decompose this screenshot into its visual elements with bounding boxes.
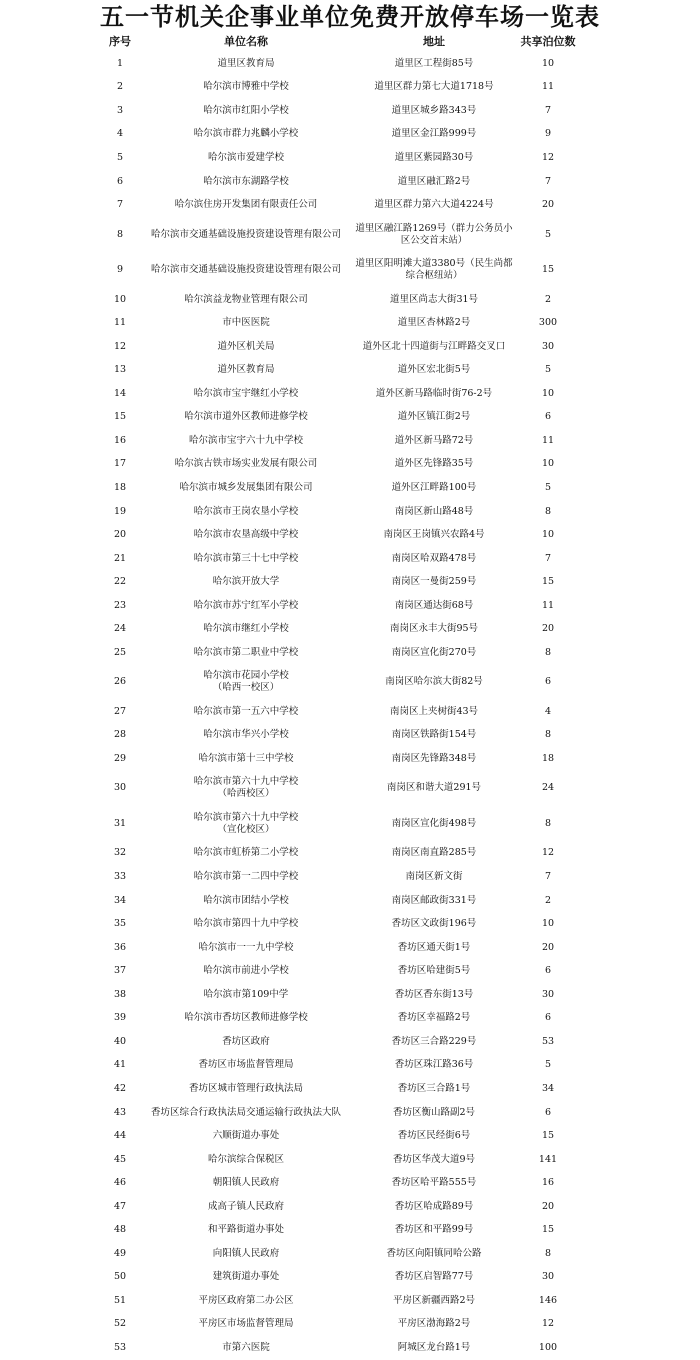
row-index: 3 bbox=[116, 104, 124, 116]
row-index: 35 bbox=[113, 918, 127, 930]
row-index: 5 bbox=[116, 151, 124, 163]
row-index: 39 bbox=[113, 1012, 127, 1024]
table-row bbox=[0, 382, 700, 406]
row-unit-name: 哈尔滨市第一五六中学校 bbox=[193, 705, 299, 717]
row-spaces: 15 bbox=[541, 576, 555, 588]
table-row bbox=[0, 617, 700, 641]
row-address: 南岗区先锋路348号 bbox=[391, 752, 477, 764]
row-unit-name: 哈尔滨市一一九中学校 bbox=[198, 941, 294, 953]
row-index: 18 bbox=[113, 481, 127, 493]
row-spaces: 5 bbox=[544, 1059, 552, 1071]
row-spaces: 8 bbox=[544, 505, 552, 517]
row-index: 11 bbox=[113, 317, 127, 329]
row-address: 道里区群力第七大道1718号 bbox=[374, 81, 494, 93]
row-unit-name: 哈尔滨开放大学 bbox=[212, 576, 280, 588]
table-row bbox=[0, 288, 700, 312]
row-index: 49 bbox=[113, 1247, 127, 1259]
row-index: 38 bbox=[113, 988, 127, 1000]
row-unit-name: 和平路街道办事处 bbox=[207, 1224, 284, 1236]
table-row bbox=[0, 1218, 700, 1242]
table-row bbox=[0, 1077, 700, 1101]
table-row bbox=[0, 747, 700, 771]
table-row bbox=[0, 1007, 700, 1031]
row-unit-name: 哈尔滨益龙物业管理有限公司 bbox=[184, 293, 308, 305]
table-row bbox=[0, 453, 700, 477]
row-index: 44 bbox=[113, 1130, 127, 1142]
row-unit-name: 哈尔滨市爱建学校 bbox=[207, 151, 284, 163]
row-index: 21 bbox=[113, 552, 127, 564]
table-row bbox=[0, 842, 700, 866]
row-address: 香坊区和平路99号 bbox=[394, 1224, 474, 1236]
row-spaces: 10 bbox=[541, 458, 555, 470]
row-unit-name: 哈尔滨市宝宇继红小学校 bbox=[193, 387, 299, 399]
row-unit-name: 道外区机关局 bbox=[217, 340, 275, 352]
table-row bbox=[0, 724, 700, 748]
table-row bbox=[0, 1030, 700, 1054]
row-index: 12 bbox=[113, 340, 127, 352]
table-row bbox=[0, 1054, 700, 1078]
row-index: 8 bbox=[116, 228, 124, 240]
table-row bbox=[0, 547, 700, 571]
table-row bbox=[0, 76, 700, 100]
table-row bbox=[0, 665, 700, 701]
row-unit-name: 哈尔滨市第六十九中学校 （哈西校区） bbox=[193, 776, 299, 800]
row-unit-name: 哈尔滨市虹桥第二小学校 bbox=[193, 847, 299, 859]
row-spaces: 146 bbox=[538, 1294, 558, 1306]
row-spaces: 5 bbox=[544, 364, 552, 376]
row-index: 10 bbox=[113, 293, 127, 305]
table-row bbox=[0, 1124, 700, 1148]
row-index: 24 bbox=[113, 623, 127, 635]
row-unit-name: 哈尔滨市群力兆麟小学校 bbox=[193, 128, 299, 140]
row-spaces: 16 bbox=[541, 1177, 555, 1189]
row-address: 道里区紫园路30号 bbox=[394, 151, 474, 163]
row-address: 道里区工程街85号 bbox=[394, 57, 474, 69]
table-row bbox=[0, 406, 700, 430]
row-index: 32 bbox=[113, 847, 127, 859]
table-row bbox=[0, 983, 700, 1007]
row-address: 南岗区哈双路478号 bbox=[391, 552, 477, 564]
header-address: 地址 bbox=[423, 35, 445, 48]
table-row bbox=[0, 252, 700, 288]
table-row bbox=[0, 52, 700, 76]
row-spaces: 10 bbox=[541, 918, 555, 930]
row-index: 20 bbox=[113, 529, 127, 541]
row-address: 香坊区香东街13号 bbox=[394, 988, 474, 1000]
row-spaces: 8 bbox=[544, 729, 552, 741]
table-row bbox=[0, 594, 700, 618]
row-spaces: 8 bbox=[544, 817, 552, 829]
row-index: 33 bbox=[113, 871, 127, 883]
row-unit-name: 成高子镇人民政府 bbox=[207, 1200, 284, 1212]
row-index: 37 bbox=[113, 965, 127, 977]
table-row bbox=[0, 959, 700, 983]
row-unit-name: 道里区教育局 bbox=[217, 57, 275, 69]
row-index: 19 bbox=[113, 505, 127, 517]
table-row bbox=[0, 1313, 700, 1337]
row-address: 香坊区文政街196号 bbox=[391, 918, 477, 930]
row-unit-name: 建筑街道办事处 bbox=[212, 1271, 280, 1283]
row-index: 42 bbox=[113, 1082, 127, 1094]
row-spaces: 20 bbox=[541, 941, 555, 953]
row-index: 27 bbox=[113, 705, 127, 717]
row-unit-name: 哈尔滨古铁市场实业发展有限公司 bbox=[174, 458, 318, 470]
table-row bbox=[0, 641, 700, 665]
table-row bbox=[0, 500, 700, 524]
row-address: 香坊区通天街1号 bbox=[397, 941, 471, 953]
row-unit-name: 朝阳镇人民政府 bbox=[212, 1177, 280, 1189]
row-spaces: 30 bbox=[541, 340, 555, 352]
row-spaces: 11 bbox=[541, 81, 555, 93]
table-row bbox=[0, 99, 700, 123]
row-address: 道里区阳明滩大道3380号（民生尚都 综合枢纽站） bbox=[355, 258, 513, 282]
row-index: 40 bbox=[113, 1035, 127, 1047]
row-address: 道外区新马路临时街76-2号 bbox=[375, 387, 493, 399]
row-unit-name: 哈尔滨市王岗农垦小学校 bbox=[193, 505, 299, 517]
row-address: 南岗区宣化街498号 bbox=[391, 817, 477, 829]
row-spaces: 300 bbox=[538, 317, 558, 329]
row-spaces: 7 bbox=[544, 175, 552, 187]
row-unit-name: 哈尔滨市博雅中学校 bbox=[203, 81, 289, 93]
row-address: 香坊区幸福路2号 bbox=[397, 1012, 471, 1024]
row-index: 7 bbox=[116, 199, 124, 211]
row-spaces: 11 bbox=[541, 434, 555, 446]
row-address: 南岗区新山路48号 bbox=[394, 505, 474, 517]
row-spaces: 4 bbox=[544, 705, 552, 717]
row-address: 香坊区衡山路副2号 bbox=[392, 1106, 476, 1118]
row-address: 南岗区一曼街259号 bbox=[391, 576, 477, 588]
row-index: 51 bbox=[113, 1294, 127, 1306]
table-row bbox=[0, 311, 700, 335]
table-row bbox=[0, 1336, 700, 1360]
row-unit-name: 哈尔滨市红阳小学校 bbox=[203, 104, 289, 116]
table-row bbox=[0, 1148, 700, 1172]
row-address: 香坊区哈平路555号 bbox=[391, 1177, 477, 1189]
row-index: 30 bbox=[113, 782, 127, 794]
row-address: 南岗区新文街 bbox=[405, 871, 463, 883]
row-unit-name: 哈尔滨市花园小学校 （哈西一校区） bbox=[203, 670, 289, 694]
row-index: 34 bbox=[113, 894, 127, 906]
row-spaces: 7 bbox=[544, 552, 552, 564]
row-unit-name: 哈尔滨市交通基础设施投资建设管理有限公司 bbox=[150, 264, 341, 276]
row-address: 道外区北十四道街与江畔路交叉口 bbox=[362, 340, 506, 352]
table-row bbox=[0, 912, 700, 936]
row-unit-name: 哈尔滨市第109中学 bbox=[203, 988, 289, 1000]
row-spaces: 15 bbox=[541, 1224, 555, 1236]
row-spaces: 15 bbox=[541, 264, 555, 276]
row-unit-name: 哈尔滨市农垦高级中学校 bbox=[193, 529, 299, 541]
row-spaces: 2 bbox=[544, 293, 552, 305]
table-row bbox=[0, 865, 700, 889]
table-row bbox=[0, 476, 700, 500]
table-row bbox=[0, 1266, 700, 1290]
header-spaces: 共享泊位数 bbox=[520, 35, 576, 48]
row-address: 南岗区哈尔滨大街82号 bbox=[385, 676, 483, 688]
row-index: 53 bbox=[113, 1341, 127, 1353]
row-spaces: 18 bbox=[541, 752, 555, 764]
row-spaces: 5 bbox=[544, 481, 552, 493]
table-row bbox=[0, 889, 700, 913]
header-name: 单位名称 bbox=[224, 35, 268, 48]
row-spaces: 10 bbox=[541, 387, 555, 399]
table-header bbox=[0, 33, 700, 51]
row-spaces: 8 bbox=[544, 1247, 552, 1259]
row-address: 道外区镇江街2号 bbox=[397, 411, 471, 423]
row-address: 香坊区三合路1号 bbox=[397, 1082, 471, 1094]
row-index: 1 bbox=[116, 57, 124, 69]
row-index: 47 bbox=[113, 1200, 127, 1212]
page-title: 五一节机关企事业单位免费开放停车场一览表 bbox=[100, 3, 600, 31]
row-address: 道里区杏林路2号 bbox=[397, 317, 471, 329]
table-row bbox=[0, 193, 700, 217]
row-spaces: 7 bbox=[544, 871, 552, 883]
row-index: 6 bbox=[116, 175, 124, 187]
row-address: 道外区江畔路100号 bbox=[391, 481, 477, 493]
row-index: 46 bbox=[113, 1177, 127, 1189]
row-index: 28 bbox=[113, 729, 127, 741]
row-index: 25 bbox=[113, 646, 127, 658]
row-address: 道外区新马路72号 bbox=[394, 434, 474, 446]
row-unit-name: 哈尔滨市香坊区教师进修学校 bbox=[184, 1012, 308, 1024]
row-unit-name: 哈尔滨市继红小学校 bbox=[203, 623, 289, 635]
row-index: 17 bbox=[113, 458, 127, 470]
row-index: 9 bbox=[116, 264, 124, 276]
row-unit-name: 六顺街道办事处 bbox=[212, 1130, 280, 1142]
row-address: 南岗区王岗镇兴农路4号 bbox=[383, 529, 485, 541]
row-index: 13 bbox=[113, 364, 127, 376]
table-row bbox=[0, 123, 700, 147]
row-unit-name: 哈尔滨市城乡发展集团有限公司 bbox=[179, 481, 313, 493]
row-spaces: 30 bbox=[541, 1271, 555, 1283]
row-spaces: 24 bbox=[541, 782, 555, 794]
row-spaces: 2 bbox=[544, 894, 552, 906]
table-row bbox=[0, 570, 700, 594]
table-row bbox=[0, 335, 700, 359]
table-row bbox=[0, 771, 700, 807]
row-address: 南岗区邮政街331号 bbox=[391, 894, 477, 906]
row-index: 43 bbox=[113, 1106, 127, 1118]
row-unit-name: 哈尔滨市第二职业中学校 bbox=[193, 646, 299, 658]
row-address: 道里区群力第六大道4224号 bbox=[374, 199, 494, 211]
table-row bbox=[0, 217, 700, 253]
row-unit-name: 哈尔滨市前进小学校 bbox=[203, 965, 289, 977]
row-unit-name: 哈尔滨市东湖路学校 bbox=[203, 175, 289, 187]
row-unit-name: 市第六医院 bbox=[222, 1341, 270, 1353]
table-row bbox=[0, 936, 700, 960]
row-address: 香坊区哈建街5号 bbox=[397, 965, 471, 977]
row-spaces: 53 bbox=[541, 1035, 555, 1047]
row-unit-name: 香坊区市场监督管理局 bbox=[198, 1059, 294, 1071]
row-spaces: 12 bbox=[541, 1318, 555, 1330]
row-spaces: 5 bbox=[544, 228, 552, 240]
row-address: 道里区尚志大街31号 bbox=[389, 293, 479, 305]
row-index: 26 bbox=[113, 676, 127, 688]
row-spaces: 20 bbox=[541, 623, 555, 635]
row-spaces: 20 bbox=[541, 199, 555, 211]
table-row bbox=[0, 1171, 700, 1195]
row-spaces: 15 bbox=[541, 1130, 555, 1142]
row-spaces: 20 bbox=[541, 1200, 555, 1212]
row-unit-name: 哈尔滨市交通基础设施投资建设管理有限公司 bbox=[150, 228, 341, 240]
row-address: 平房区新疆西路2号 bbox=[392, 1294, 476, 1306]
row-address: 香坊区向阳镇同哈公路 bbox=[386, 1247, 482, 1259]
row-address: 南岗区通达街68号 bbox=[394, 599, 474, 611]
row-spaces: 8 bbox=[544, 646, 552, 658]
table-row bbox=[0, 523, 700, 547]
row-index: 36 bbox=[113, 941, 127, 953]
row-unit-name: 香坊区城市管理行政执法局 bbox=[188, 1082, 303, 1094]
row-index: 22 bbox=[113, 576, 127, 588]
row-index: 2 bbox=[116, 81, 124, 93]
row-index: 48 bbox=[113, 1224, 127, 1236]
row-address: 南岗区南直路285号 bbox=[391, 847, 477, 859]
row-address: 阿城区龙台路1号 bbox=[397, 1341, 471, 1353]
row-index: 29 bbox=[113, 752, 127, 764]
table-body bbox=[0, 52, 700, 1360]
row-unit-name: 香坊区政府 bbox=[222, 1035, 270, 1047]
row-spaces: 6 bbox=[544, 1012, 552, 1024]
table-row bbox=[0, 170, 700, 194]
row-address: 道里区金江路999号 bbox=[391, 128, 477, 140]
row-index: 16 bbox=[113, 434, 127, 446]
row-unit-name: 哈尔滨市第六十九中学校 （宣化校区） bbox=[193, 811, 299, 835]
header-index: 序号 bbox=[109, 35, 131, 48]
table-row bbox=[0, 358, 700, 382]
row-unit-name: 向阳镇人民政府 bbox=[212, 1247, 280, 1259]
row-spaces: 6 bbox=[544, 676, 552, 688]
table-row bbox=[0, 1101, 700, 1125]
row-address: 南岗区和谐大道291号 bbox=[386, 782, 482, 794]
row-unit-name: 哈尔滨市苏宁红军小学校 bbox=[193, 599, 299, 611]
row-index: 31 bbox=[113, 817, 127, 829]
table-row bbox=[0, 1195, 700, 1219]
row-address: 香坊区哈成路89号 bbox=[394, 1200, 474, 1212]
row-spaces: 34 bbox=[541, 1082, 555, 1094]
row-index: 50 bbox=[113, 1271, 127, 1283]
row-unit-name: 平房区市场监督管理局 bbox=[198, 1318, 294, 1330]
row-address: 道里区城乡路343号 bbox=[391, 104, 477, 116]
row-address: 南岗区永丰大街95号 bbox=[389, 623, 479, 635]
row-spaces: 30 bbox=[541, 988, 555, 1000]
row-unit-name: 哈尔滨市第三十七中学校 bbox=[193, 552, 299, 564]
row-unit-name: 哈尔滨综合保税区 bbox=[207, 1153, 284, 1165]
row-unit-name: 哈尔滨市第四十九中学校 bbox=[193, 918, 299, 930]
row-unit-name: 哈尔滨市华兴小学校 bbox=[203, 729, 289, 741]
row-spaces: 6 bbox=[544, 411, 552, 423]
row-unit-name: 哈尔滨市道外区教师进修学校 bbox=[184, 411, 308, 423]
row-spaces: 141 bbox=[538, 1153, 558, 1165]
row-index: 23 bbox=[113, 599, 127, 611]
row-address: 南岗区宣化街270号 bbox=[391, 646, 477, 658]
row-address: 香坊区启智路77号 bbox=[394, 1271, 474, 1283]
row-spaces: 7 bbox=[544, 104, 552, 116]
row-unit-name: 哈尔滨市宝宇六十九中学校 bbox=[188, 434, 303, 446]
row-address: 南岗区上夹树街43号 bbox=[389, 705, 479, 717]
table-row bbox=[0, 429, 700, 453]
row-index: 52 bbox=[113, 1318, 127, 1330]
row-spaces: 9 bbox=[544, 128, 552, 140]
row-spaces: 10 bbox=[541, 529, 555, 541]
row-index: 45 bbox=[113, 1153, 127, 1165]
row-index: 15 bbox=[113, 411, 127, 423]
row-address: 香坊区民经街6号 bbox=[397, 1130, 471, 1142]
row-spaces: 100 bbox=[538, 1341, 558, 1353]
row-address: 道里区融汇路2号 bbox=[397, 175, 471, 187]
row-spaces: 6 bbox=[544, 1106, 552, 1118]
table-row bbox=[0, 700, 700, 724]
row-unit-name: 哈尔滨市第十三中学校 bbox=[198, 752, 294, 764]
row-spaces: 12 bbox=[541, 847, 555, 859]
row-address: 道外区先锋路35号 bbox=[394, 458, 474, 470]
table-row bbox=[0, 146, 700, 170]
table-row bbox=[0, 1242, 700, 1266]
row-address: 香坊区华茂大道9号 bbox=[392, 1153, 476, 1165]
row-unit-name: 香坊区综合行政执法局交通运输行政执法大队 bbox=[150, 1106, 341, 1118]
row-address: 平房区渤海路2号 bbox=[397, 1318, 471, 1330]
row-unit-name: 哈尔滨市团结小学校 bbox=[203, 894, 289, 906]
row-index: 4 bbox=[116, 128, 124, 140]
row-spaces: 10 bbox=[541, 57, 555, 69]
table-row bbox=[0, 1289, 700, 1313]
row-spaces: 12 bbox=[541, 151, 555, 163]
row-address: 道外区宏北街5号 bbox=[397, 364, 471, 376]
row-spaces: 11 bbox=[541, 599, 555, 611]
row-unit-name: 市中医医院 bbox=[222, 317, 270, 329]
row-unit-name: 道外区教育局 bbox=[217, 364, 275, 376]
row-address: 香坊区三合路229号 bbox=[391, 1035, 477, 1047]
row-unit-name: 平房区政府第二办公区 bbox=[198, 1294, 294, 1306]
row-address: 南岗区铁路街154号 bbox=[391, 729, 477, 741]
row-unit-name: 哈尔滨市第一二四中学校 bbox=[193, 871, 299, 883]
row-unit-name: 哈尔滨住房开发集团有限责任公司 bbox=[174, 199, 318, 211]
row-index: 41 bbox=[113, 1059, 127, 1071]
row-address: 道里区融江路1269号（群力公务员小 区公交首末站） bbox=[355, 222, 513, 246]
row-spaces: 6 bbox=[544, 965, 552, 977]
table-row bbox=[0, 806, 700, 842]
row-index: 14 bbox=[113, 387, 127, 399]
row-address: 香坊区珠江路36号 bbox=[394, 1059, 474, 1071]
